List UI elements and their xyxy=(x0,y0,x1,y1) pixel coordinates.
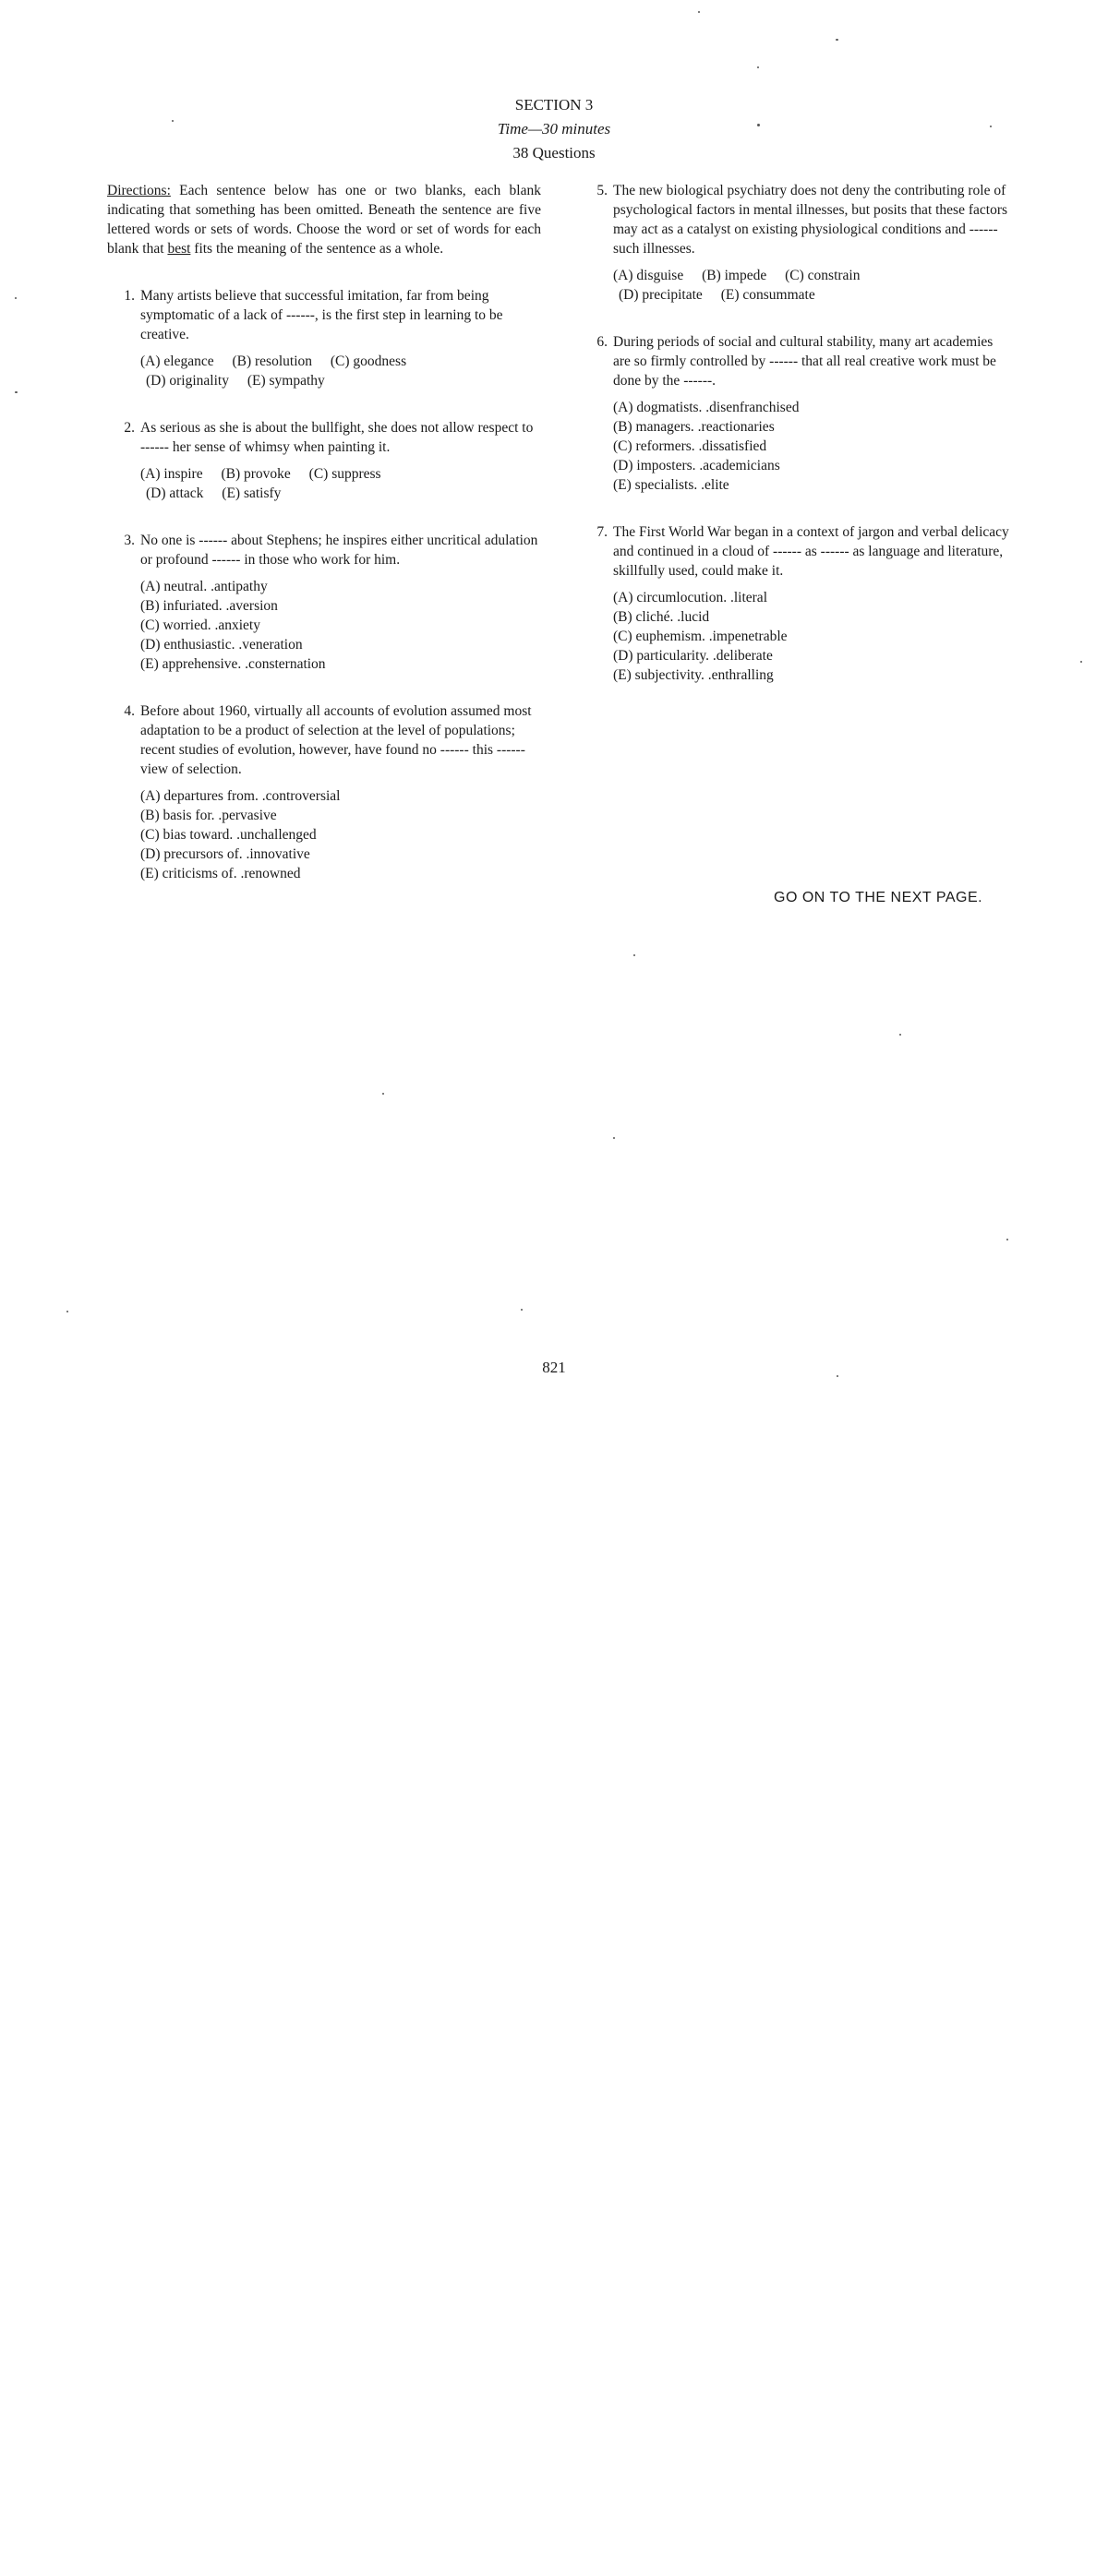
question-number: 1. xyxy=(124,288,135,304)
question-1 xyxy=(107,286,541,390)
directions-label: Directions: xyxy=(107,183,171,198)
question-text: The First World War began in a context of jargon and verbal delicacy and continued in a cloud of ------ as ------ as language and literature, skillfully used, could make it. xyxy=(613,524,1009,579)
option-a[interactable]: (A) circumlocution. .literal xyxy=(613,590,767,605)
option-d[interactable]: (D) precipitate xyxy=(619,287,703,303)
question-4 xyxy=(107,701,541,883)
option-d[interactable]: (D) enthusiastic. .veneration xyxy=(140,637,303,653)
option-e[interactable]: (E) subjectivity. .enthralling xyxy=(613,667,774,683)
option-d[interactable]: (D) originality xyxy=(146,373,229,389)
scan-speck xyxy=(613,1137,615,1139)
scan-speck xyxy=(1006,1239,1008,1240)
option-e[interactable]: (E) criticisms of. .renowned xyxy=(140,866,301,881)
option-d[interactable]: (D) imposters. .academicians xyxy=(613,458,780,473)
option-b[interactable]: (B) provoke xyxy=(221,466,291,482)
question-number: 3. xyxy=(124,533,135,548)
options-row-2 xyxy=(140,371,541,390)
right-column xyxy=(580,181,1014,713)
option-b[interactable]: (B) basis for. .pervasive xyxy=(140,808,277,823)
option-d[interactable]: (D) attack xyxy=(146,485,204,501)
scan-speck xyxy=(15,297,17,299)
question-count: 38 Questions xyxy=(512,144,596,162)
option-b[interactable]: (B) cliché. .lucid xyxy=(613,609,710,625)
option-d[interactable]: (D) particularity. .deliberate xyxy=(613,648,773,664)
scan-speck xyxy=(633,954,635,956)
scan-speck xyxy=(899,1034,901,1036)
question-number: 5. xyxy=(596,183,608,198)
scan-speck xyxy=(66,1311,68,1312)
scan-speck xyxy=(698,11,700,13)
question-number: 4. xyxy=(124,703,135,719)
directions-text-a: Each sentence below has one or two blanks, each blank indicating that something has been omitted. Beneath the sentence are five lettered words or sets of words. Choose the word or set of words for each blank that xyxy=(107,183,541,257)
scan-speck xyxy=(757,66,759,68)
option-a[interactable]: (A) inspire xyxy=(140,466,203,482)
directions-best: best xyxy=(167,241,191,257)
option-a[interactable]: (A) elegance xyxy=(140,353,214,369)
scan-speck xyxy=(172,120,174,122)
option-a[interactable]: (A) departures from. .controversial xyxy=(140,788,341,804)
section-title: SECTION 3 xyxy=(514,96,594,114)
options-list xyxy=(140,577,541,674)
directions-text-b: fits the meaning of the sentence as a whole. xyxy=(190,241,444,257)
question-text: During periods of social and cultural stability, many art academies are so firmly controlled by ------ that all real creative work must be done by the ------. xyxy=(613,334,996,389)
options-row-1 xyxy=(613,266,1014,285)
options-row-1 xyxy=(140,352,541,371)
question-6 xyxy=(580,332,1014,495)
option-b[interactable]: (B) managers. .reactionaries xyxy=(613,419,775,435)
scan-speck xyxy=(990,126,992,127)
question-text: Many artists believe that successful imitation, far from being symptomatic of a lack of ------, is the first step in learning to be creative. xyxy=(140,288,503,342)
scan-speck xyxy=(15,391,18,393)
option-e[interactable]: (E) consummate xyxy=(720,287,815,303)
scan-speck xyxy=(521,1309,523,1311)
option-e[interactable]: (E) apprehensive. .consternation xyxy=(140,656,326,672)
option-c[interactable]: (C) suppress xyxy=(308,466,381,482)
go-on-notice: GO ON TO THE NEXT PAGE. xyxy=(774,890,983,905)
option-c[interactable]: (C) euphemism. .impenetrable xyxy=(613,629,788,644)
scan-speck xyxy=(757,124,760,126)
scan-speck xyxy=(382,1093,384,1095)
left-column xyxy=(107,181,541,911)
options-row-2 xyxy=(613,285,1014,305)
scan-speck xyxy=(836,39,838,41)
option-c[interactable]: (C) goodness xyxy=(330,353,407,369)
option-e[interactable]: (E) specialists. .elite xyxy=(613,477,729,493)
question-number: 7. xyxy=(596,524,608,540)
directions xyxy=(107,181,541,258)
page-number: 821 xyxy=(542,1359,566,1376)
option-b[interactable]: (B) resolution xyxy=(232,353,313,369)
option-a[interactable]: (A) neutral. .antipathy xyxy=(140,579,268,594)
options-list xyxy=(613,398,1014,495)
option-c[interactable]: (C) reformers. .dissatisfied xyxy=(613,438,767,454)
question-3 xyxy=(107,531,541,674)
question-7 xyxy=(580,522,1014,685)
options-row-2 xyxy=(140,484,541,503)
option-e[interactable]: (E) satisfy xyxy=(222,485,282,501)
question-2 xyxy=(107,418,541,503)
question-number: 6. xyxy=(596,334,608,350)
options-list xyxy=(613,588,1014,685)
scan-speck xyxy=(1080,661,1082,663)
option-c[interactable]: (C) constrain xyxy=(785,268,861,283)
option-c[interactable]: (C) bias toward. .unchallenged xyxy=(140,827,317,843)
options-row-1 xyxy=(140,464,541,484)
question-number: 2. xyxy=(124,420,135,436)
option-d[interactable]: (D) precursors of. .innovative xyxy=(140,846,310,862)
option-a[interactable]: (A) dogmatists. .disenfranchised xyxy=(613,400,800,415)
scan-speck xyxy=(837,1375,838,1377)
option-b[interactable]: (B) impede xyxy=(702,268,767,283)
question-text: The new biological psychiatry does not deny the contributing role of psychological factors in mental illnesses, but posits that these factors may act as a catalyst on existing physiological conditions and ------ such illnesses. xyxy=(613,183,1008,257)
option-e[interactable]: (E) sympathy xyxy=(247,373,325,389)
options-list xyxy=(140,786,541,883)
time-limit: Time—30 minutes xyxy=(497,120,611,138)
question-text: Before about 1960, virtually all accounts of evolution assumed most adaptation to be a product of selection at the level of populations; recent studies of evolution, however, have found no ------ this ------ view of selection. xyxy=(140,703,532,777)
option-c[interactable]: (C) worried. .anxiety xyxy=(140,617,260,633)
question-text: No one is ------ about Stephens; he inspires either uncritical adulation or profound ------ in those who work for him. xyxy=(140,533,538,568)
question-5 xyxy=(580,181,1014,305)
question-text: As serious as she is about the bullfight, she does not allow respect to ------ her sense of whimsy when painting it. xyxy=(140,420,534,455)
option-b[interactable]: (B) infuriated. .aversion xyxy=(140,598,278,614)
option-a[interactable]: (A) disguise xyxy=(613,268,684,283)
